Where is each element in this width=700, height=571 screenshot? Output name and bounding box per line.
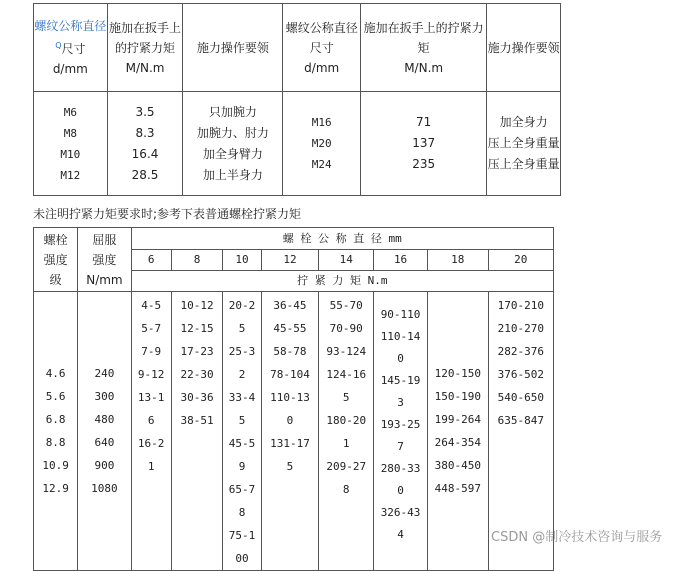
diameter-6: 6 xyxy=(131,250,171,271)
torque-d14: 55-70 70-90 93-124 124-16 5 180-20 1 209-27 8 xyxy=(319,292,374,571)
right-torques: 71 137 235 xyxy=(361,92,487,196)
torque-d20: 170-210 210-270 282-376 376-502 540-650 635-847 xyxy=(488,292,553,571)
strength-grades: 4.6 5.6 6.8 8.8 10.9 12.9 xyxy=(34,292,78,571)
left-torques: 3.5 8.3 16.4 28.5 xyxy=(107,92,183,196)
torque-reference-table xyxy=(33,3,561,196)
right-thread-sizes: M16 M20 M24 xyxy=(283,92,361,196)
header-yield-strength: 屈服 强度 N/mm xyxy=(78,228,131,292)
header-method-right: 施力操作要领 xyxy=(487,4,561,92)
header-thread-size-right: 螺纹公称直径 尺寸 d/mm xyxy=(283,4,361,92)
diameter-12: 12 xyxy=(261,250,319,271)
header-method-left: 施力操作要领 xyxy=(183,4,283,92)
right-methods: 加全身力 压上全身重量 压上全身重量 xyxy=(487,92,561,196)
diameter-16: 16 xyxy=(374,250,428,271)
torque-d6: 4-5 5-7 7-9 9-12 13-1 6 16-2 1 xyxy=(131,292,171,571)
diameter-18: 18 xyxy=(428,250,489,271)
bolt-torque-table xyxy=(33,227,554,571)
left-thread-sizes: M6 M8 M10 M12 xyxy=(34,92,108,196)
diameter-10: 10 xyxy=(223,250,261,271)
header-torque-left: 施加在扳手上的拧紧力矩M/N.m xyxy=(107,4,183,92)
yield-strengths: 240 300 480 640 900 1080 xyxy=(78,292,131,571)
header-nominal-diameter: 螺 栓 公 称 直 径 mm xyxy=(131,228,553,250)
torque-d16: 90-110 110-14 0 145-19 3 193-25 7 280-33 0 326-43 4 xyxy=(374,292,428,571)
torque-d18: 120-150 150-190 199-264 264-354 380-450 448-597 xyxy=(428,292,489,571)
diameter-8: 8 xyxy=(171,250,223,271)
table-caption: 未注明拧紧力矩要求时;参考下表普通螺栓拧紧力矩 xyxy=(33,207,302,221)
header-thread-size-unit: d/mm xyxy=(52,62,88,76)
header-thread-size-label: 螺纹公称直径 xyxy=(34,19,107,33)
diameter-14: 14 xyxy=(319,250,374,271)
torque-d10: 20-2 5 25-3 2 33-4 5 45-5 9 65-7 8 75-1 00 xyxy=(223,292,261,571)
header-thread-size-left xyxy=(34,4,108,92)
header-tightening-torque: 拧 紧 力 矩 N.m xyxy=(131,271,553,292)
torque-d12: 36-45 45-55 58-78 78-104 110-13 0 131-17 5 xyxy=(261,292,319,571)
header-thread-size-mark: Q xyxy=(55,41,62,50)
watermark: CSDN @制冷技术咨询与服务 xyxy=(491,530,663,545)
diameter-20: 20 xyxy=(488,250,553,271)
header-torque-right: 施加在扳手上的拧紧力矩 M/N.m xyxy=(361,4,487,92)
header-thread-size-rest: 尺寸 xyxy=(61,42,86,56)
torque-d8: 10-12 12-15 17-23 22-30 30-36 38-51 xyxy=(171,292,223,571)
left-methods: 只加腕力 加腕力、肘力 加全身臂力 加上半身力 xyxy=(183,92,283,196)
header-strength-grade: 螺栓 强度 级 xyxy=(34,228,78,292)
